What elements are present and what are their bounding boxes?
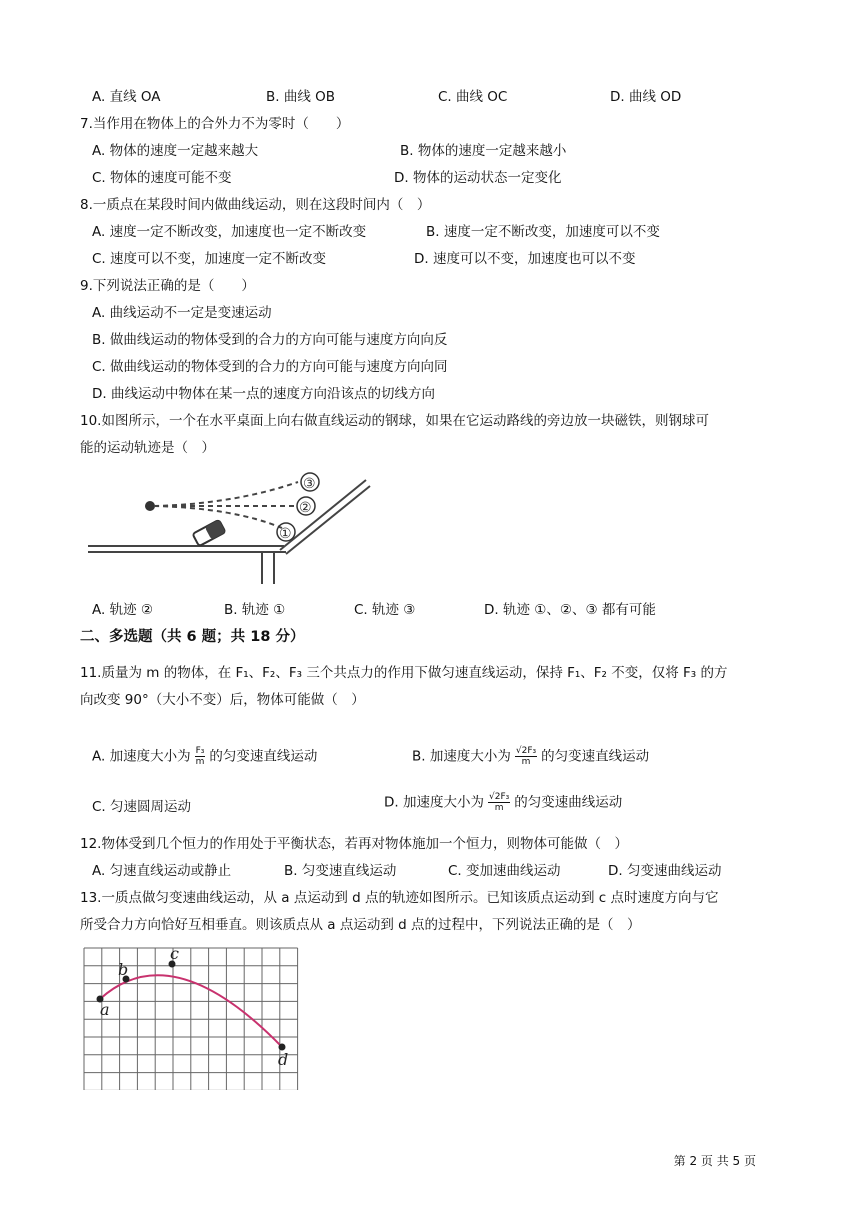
q11-option-a-suffix: 的匀变速直线运动 xyxy=(209,748,318,765)
q8-stem: 8.一质点在某段时间内做曲线运动，则在这段时间内（ ） xyxy=(80,197,431,213)
q7-option-c: C. 物体的速度可能不变 xyxy=(92,170,232,186)
fraction-denominator: m xyxy=(195,757,205,767)
label-d: d xyxy=(278,1050,289,1069)
q7-stem: 7.当作用在物体上的合外力不为零时（ ） xyxy=(80,116,350,132)
q11-stem-line1: 11.质量为 m 的物体，在 F₁、F₂、F₃ 三个共点力的作用下做匀速直线运动，保持 F₁、F₂ 不变，仅将 F₃ 的方 xyxy=(80,665,728,681)
q12-option-d: D. 匀变速曲线运动 xyxy=(608,863,722,879)
label-b: b xyxy=(118,960,129,979)
q10-option-d: D. 轨迹 ①、②、③ 都有可能 xyxy=(484,602,656,618)
fraction-numerator: F₃ xyxy=(195,746,205,756)
fraction-denominator: m xyxy=(521,757,531,767)
fraction-f3-over-m xyxy=(195,746,206,767)
trajectory-3-label: ③ xyxy=(303,476,316,492)
q8-option-a: A. 速度一定不断改变，加速度也一定不断改变 xyxy=(92,224,367,240)
q13-stem-line2: 所受合力方向恰好互相垂直。则该质点从 a 点运动到 d 点的过程中，下列说法正确的是（ ） xyxy=(80,917,641,933)
q12-option-a: A. 匀速直线运动或静止 xyxy=(92,863,232,879)
q7-option-b: B. 物体的速度一定越来越小 xyxy=(400,143,567,159)
q9-option-a: A. 曲线运动不一定是变速运动 xyxy=(92,305,272,321)
fraction-root2-f3-over-m xyxy=(515,746,537,767)
trajectory-3-line xyxy=(154,482,298,506)
fraction-numerator: √2F₃ xyxy=(488,792,510,802)
q9-option-d: D. 曲线运动中物体在某一点的速度方向沿该点的切线方向 xyxy=(92,386,435,402)
q9-option-b: B. 做曲线运动的物体受到的合力的方向可能与速度方向向反 xyxy=(92,332,448,348)
q7-option-a: A. 物体的速度一定越来越大 xyxy=(92,143,259,159)
q10-option-b: B. 轨迹 ① xyxy=(224,602,286,618)
q11-option-a-prefix: A. 加速度大小为 xyxy=(92,748,191,765)
trajectory-2-label: ② xyxy=(299,500,312,516)
q10-option-c: C. 轨迹 ③ xyxy=(354,602,416,618)
q10-figure-magnet-trajectory xyxy=(84,468,374,590)
q12-option-b: B. 匀变速直线运动 xyxy=(284,863,397,879)
label-a: a xyxy=(100,1000,110,1019)
q11-option-d-prefix: D. 加速度大小为 xyxy=(384,794,484,811)
q10-stem-line2: 能的运动轨迹是（ ） xyxy=(80,440,215,456)
fraction-root2-f3-over-m xyxy=(488,792,510,813)
q12-option-c: C. 变加速曲线运动 xyxy=(448,863,561,879)
page-footer: 第 2 页 共 5 页 xyxy=(673,1154,756,1168)
q10-option-a: A. 轨迹 ② xyxy=(92,602,153,618)
q11-option-c: C. 匀速圆周运动 xyxy=(92,799,192,815)
q8-option-d: D. 速度可以不变，加速度也可以不变 xyxy=(414,251,636,267)
section-title: 二、多选题（共 6 题；共 18 分） xyxy=(80,629,305,645)
q9-stem: 9.下列说法正确的是（ ） xyxy=(80,278,255,294)
q10-stem-line1: 10.如图所示，一个在水平桌面上向右做直线运动的钢球，如果在它运动路线的旁边放一块磁铁，则钢球可 xyxy=(80,413,709,429)
incline xyxy=(280,480,366,550)
q8-option-b: B. 速度一定不断改变，加速度可以不变 xyxy=(426,224,660,240)
label-c: c xyxy=(170,944,179,963)
q8-option-c: C. 速度可以不变，加速度一定不断改变 xyxy=(92,251,327,267)
q12-stem: 12.物体受到几个恒力的作用处于平衡状态，若再对物体施加一个恒力，则物体可能做（ ） xyxy=(80,836,628,852)
steel-ball xyxy=(145,501,155,511)
incline-edge xyxy=(286,486,370,554)
q6-option-c: C. 曲线 OC xyxy=(438,89,508,105)
q11-option-d-suffix: 的匀变速曲线运动 xyxy=(514,794,623,811)
q13-figure-grid-trajectory xyxy=(80,944,300,1090)
q6-option-d: D. 曲线 OD xyxy=(610,89,682,105)
q7-option-d: D. 物体的运动状态一定变化 xyxy=(394,170,562,186)
q6-option-b: B. 曲线 OB xyxy=(266,89,336,105)
q11-stem-line2: 向改变 90°（大小不变）后，物体可能做（ ） xyxy=(80,692,365,708)
q6-option-a: A. 直线 OA xyxy=(92,89,161,105)
q13-stem-line1: 13.一质点做匀变速曲线运动，从 a 点运动到 d 点的轨迹如图所示。已知该质点运动到 c 点时速度方向与它 xyxy=(80,890,719,906)
q11-option-b xyxy=(412,746,649,767)
q11-option-b-prefix: B. 加速度大小为 xyxy=(412,748,511,765)
q9-option-c: C. 做曲线运动的物体受到的合力的方向可能与速度方向向同 xyxy=(92,359,448,375)
q11-option-a xyxy=(92,746,317,767)
trajectory-1-label: ① xyxy=(279,526,292,542)
q11-option-b-suffix: 的匀变速直线运动 xyxy=(541,748,650,765)
fraction-denominator: m xyxy=(494,803,504,813)
q11-option-d xyxy=(384,792,622,813)
fraction-numerator: √2F₃ xyxy=(515,746,537,756)
grid-lines xyxy=(84,948,298,1090)
